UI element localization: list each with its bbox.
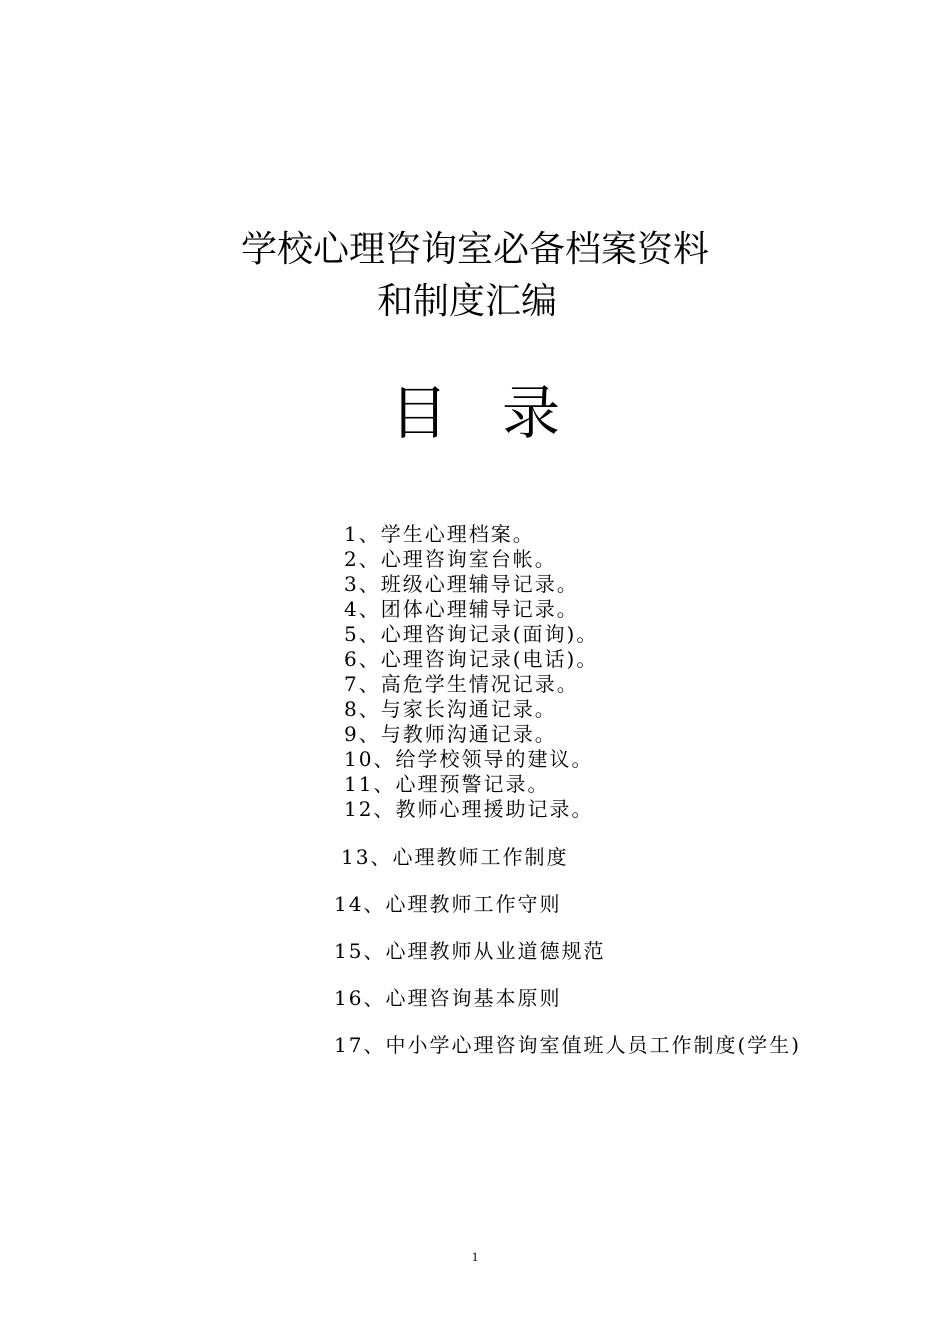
toc-item-5: 5、心理咨询记录(面询)。 <box>344 622 599 646</box>
toc-item-3: 3、班级心理辅导记录。 <box>344 572 579 596</box>
toc-heading-char-2: 录 <box>502 379 561 447</box>
toc-item-7: 7、高危学生情况记录。 <box>344 672 579 696</box>
toc-item-17: 17、中小学心理咨询室值班人员工作制度(学生) <box>334 1033 802 1057</box>
toc-heading-char-1: 目 <box>389 379 448 447</box>
toc-item-9: 9、与教师沟通记录。 <box>344 722 557 746</box>
document-title-line-1: 学校心理咨询室必备档案资料 <box>240 229 709 270</box>
toc-item-11: 11、心理预警记录。 <box>344 772 550 796</box>
toc-item-6: 6、心理咨询记录(电话)。 <box>344 647 599 671</box>
toc-item-15: 15、心理教师从业道德规范 <box>334 939 606 963</box>
document-title-line-2: 和制度汇编 <box>376 281 557 322</box>
toc-item-1: 1、学生心理档案。 <box>344 522 535 546</box>
toc-item-12: 12、教师心理援助记录。 <box>344 797 594 821</box>
toc-heading <box>0 378 950 448</box>
toc-item-10: 10、给学校领导的建议。 <box>344 747 594 771</box>
toc-item-4: 4、团体心理辅导记录。 <box>344 597 579 621</box>
toc-item-14: 14、心理教师工作守则 <box>334 892 562 916</box>
page-number: 1 <box>471 1249 479 1264</box>
toc-item-13: 13、心理教师工作制度 <box>341 845 569 869</box>
toc-item-2: 2、心理咨询室台帐。 <box>344 547 557 571</box>
toc-item-8: 8、与家长沟通记录。 <box>344 697 557 721</box>
toc-item-16: 16、心理咨询基本原则 <box>334 986 562 1010</box>
